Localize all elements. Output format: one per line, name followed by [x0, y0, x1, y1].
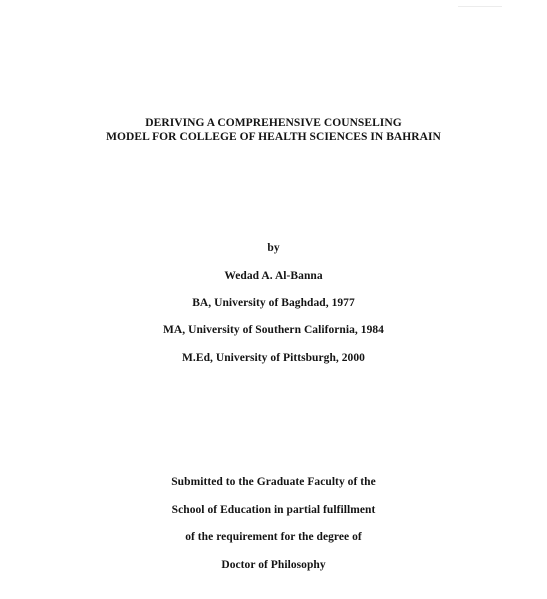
- submission-line-1: Submitted to the Graduate Faculty of the: [171, 476, 376, 488]
- by-label: by: [267, 242, 280, 254]
- submission-line-2: School of Education in partial fulfillment: [171, 504, 376, 516]
- scan-mark: [458, 6, 502, 7]
- author-name: Wedad A. Al-Banna: [224, 270, 323, 282]
- title-line-2: MODEL FOR COLLEGE OF HEALTH SCIENCES IN BAHRAIN: [106, 131, 441, 143]
- degree-ma: MA, University of Southern California, 1984: [163, 324, 384, 336]
- degree-med: M.Ed, University of Pittsburgh, 2000: [182, 352, 365, 364]
- degree-ba: BA, University of Baghdad, 1977: [192, 297, 355, 309]
- title-line-1: DERIVING A COMPREHENSIVE COUNSELING: [145, 117, 402, 129]
- degree-name: Doctor of Philosophy: [221, 559, 326, 571]
- submission-line-3: of the requirement for the degree of: [185, 531, 362, 543]
